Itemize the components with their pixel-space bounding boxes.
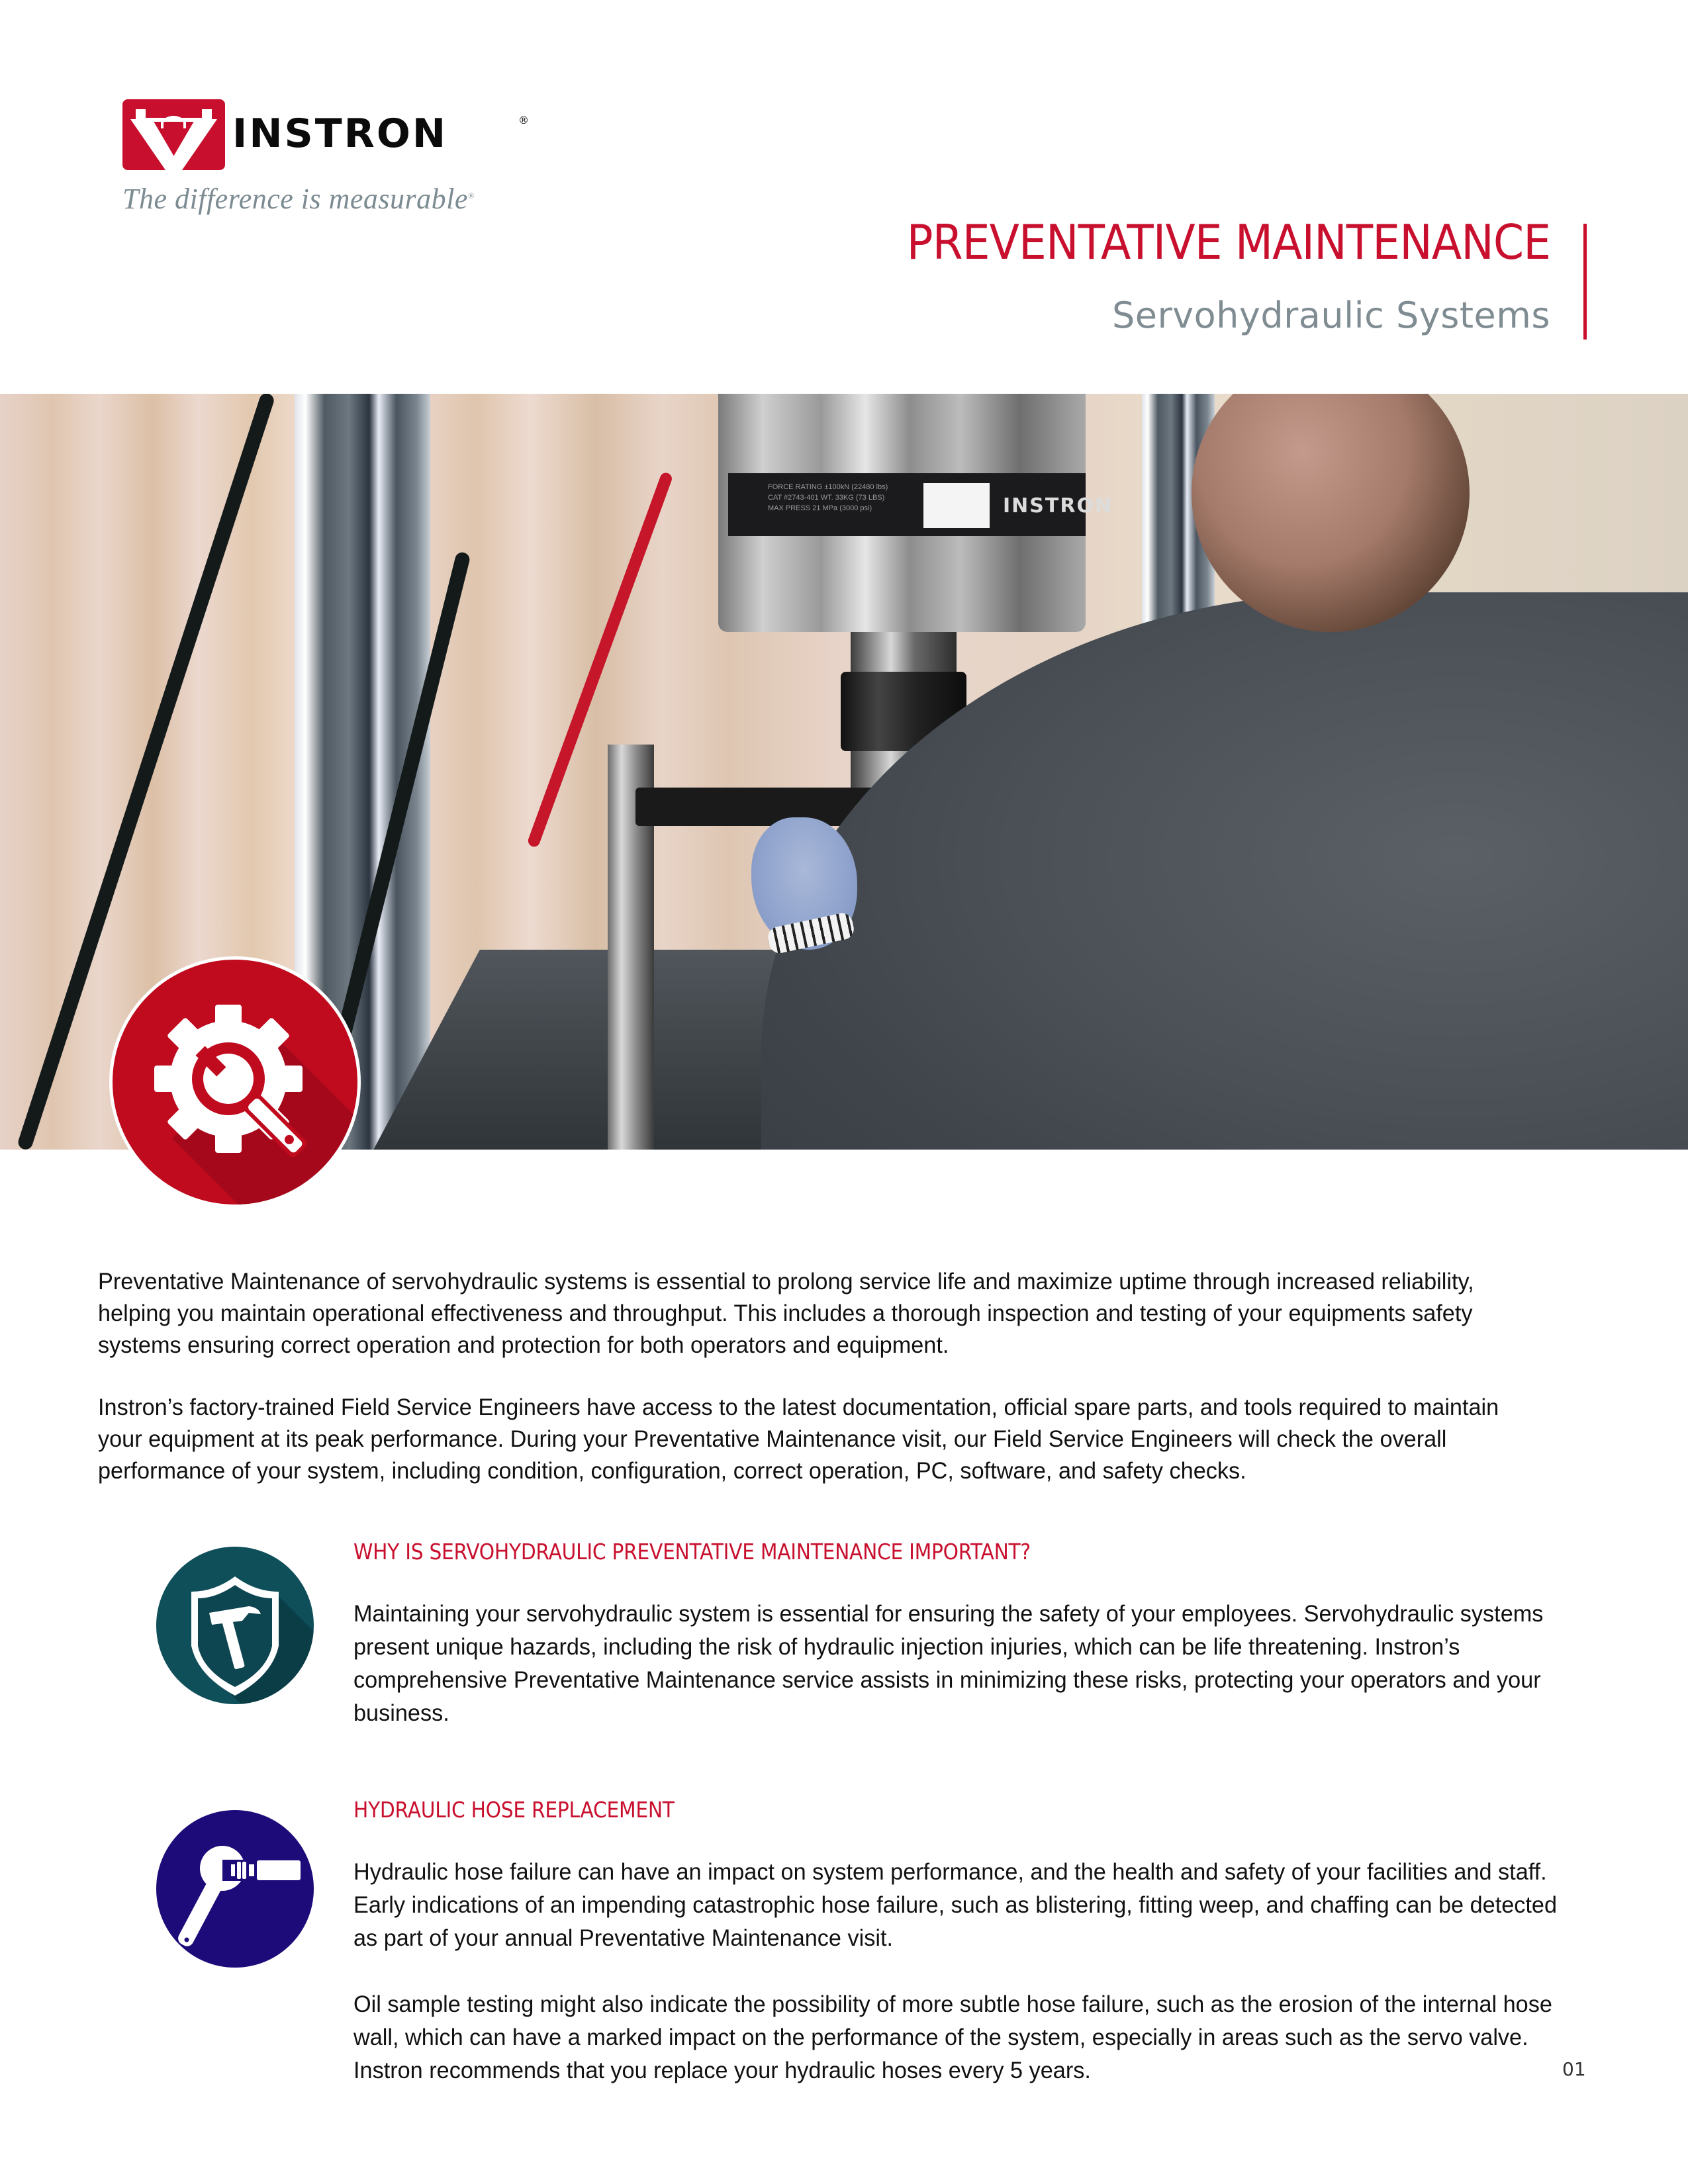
actuator-spec-label: FORCE RATING ±100kN (22480 lbs) CAT #2743-401 WT. 33KG (73 LBS) MAX PRESS 21 MPa (3000 psi)	[768, 483, 888, 512]
title-block	[851, 214, 1550, 336]
page-subtitle: Servohydraulic Systems	[1111, 295, 1550, 336]
registered-mark: ®	[518, 114, 529, 126]
title-accent-rule	[1583, 224, 1587, 340]
actuator-brand: INSTRON	[1003, 494, 1113, 518]
section-paragraph: Maintaining your servohydraulic system is essential for ensuring the safety of your employees. Servohydraulic systems present unique hazards, including the risk of hydraulic injection injuries, which can be life threatening. Instron’s comprehensive Preventative Maintenance service assists in minimizing these risks, protecting your operators and your business.	[353, 1600, 1544, 1726]
page-number: 01	[1562, 2058, 1586, 2080]
shield-hammer-icon	[156, 1547, 314, 1704]
page-title: PREVENTATIVE MAINTENANCE	[906, 214, 1550, 270]
gear-wrench-icon	[109, 956, 361, 1208]
tagline-mark: ®	[467, 191, 475, 201]
actuator-logo-icon	[923, 483, 990, 528]
intro-paragraph-2: Instron’s factory-trained Field Service Engineers have access to the latest documentation, official spare parts, and tools required to maintain your equipment at its peak performance. During your Preventative Maintenance visit, our Field Service Engineers will check the overall performance of your system, including condition, configuration, correct operation, PC, software, and safety checks.	[98, 1393, 1499, 1484]
section-heading: WHY IS SERVOHYDRAULIC PREVENTATIVE MAINTENANCE IMPORTANT?	[353, 1539, 1031, 1565]
tagline-text: The difference is measurable	[122, 183, 468, 215]
section-paragraph: Oil sample testing might also indicate the possibility of more subtle hose failure, such as the erosion of the internal hose wall, which can have a marked impact on the performance of the system, especially in areas such as the servo valve. Instron recommends that you replace your hydraulic hoses every 5 years.	[353, 1990, 1552, 2083]
tagline	[122, 182, 475, 216]
instron-logo	[122, 99, 529, 165]
section-paragraph: Hydraulic hose failure can have an impact on system performance, and the health and safety of your facilities and staff. Early indications of an impending catastrophic hose failure, such as blistering, fitting weep, and chaffing can be detected as part of your annual Preventative Maintenance visit.	[353, 1858, 1558, 1951]
section-heading: HYDRAULIC HOSE REPLACEMENT	[353, 1797, 675, 1823]
instron-frame-icon	[122, 99, 225, 170]
intro-paragraph-1: Preventative Maintenance of servohydraulic systems is essential to prolong service life and maximize uptime through increased reliability, helping you maintain operational effectiveness and throughput. This includes a thorough inspection and testing of your equipments safety systems ensuring correct operation and protection for both operators and equipment.	[98, 1267, 1474, 1358]
wrench-hose-icon	[156, 1810, 314, 1968]
logo-wordmark: INSTRON	[232, 111, 448, 157]
